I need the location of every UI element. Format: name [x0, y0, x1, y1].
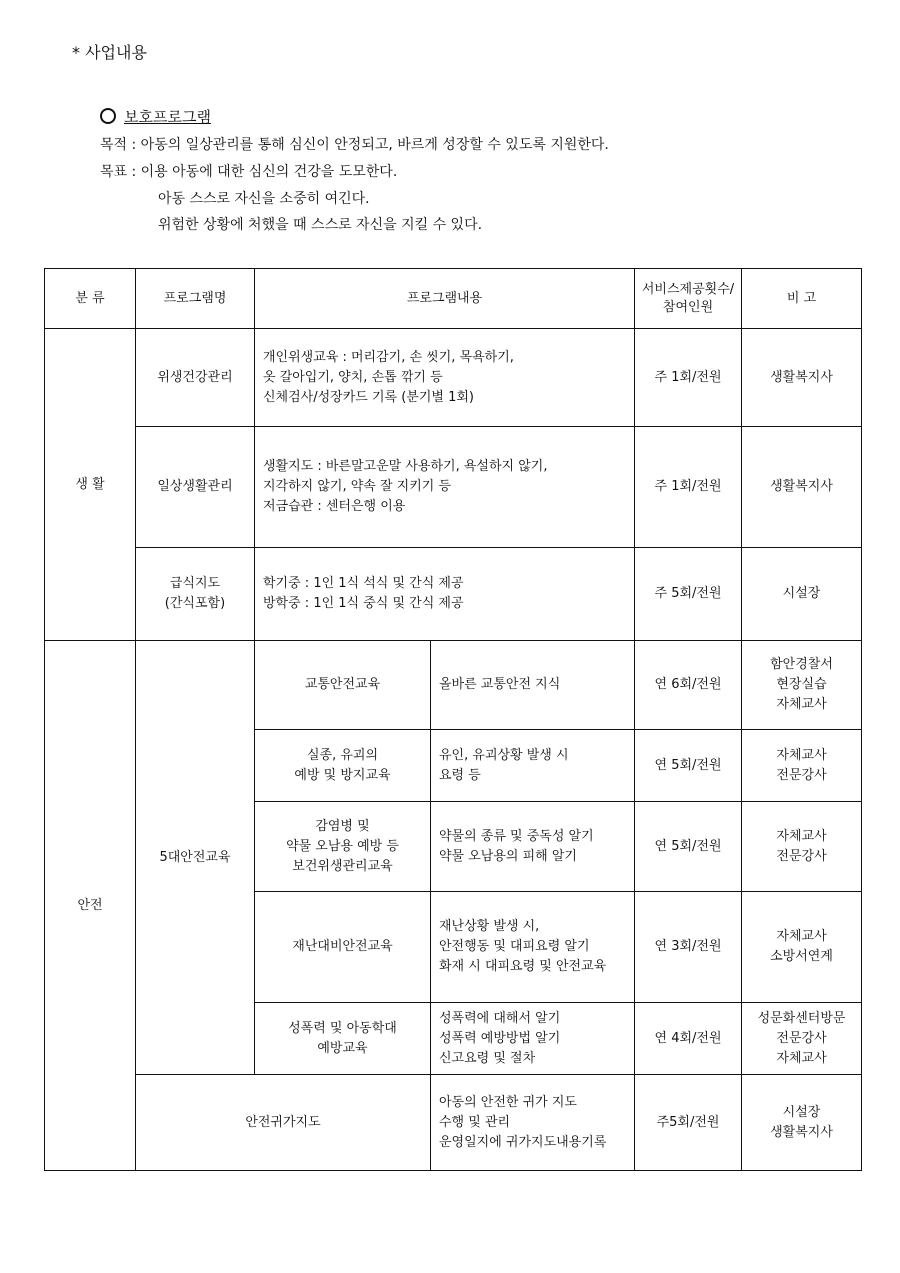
program-content: 재난상황 발생 시, 안전행동 및 대피요령 알기 화재 시 대피요령 및 안전교육: [431, 892, 635, 1003]
goal-line: 목표 : 이용 아동에 대한 심신의 건강을 도모한다.: [100, 164, 398, 180]
program-table: [44, 268, 862, 1171]
program-name: 급식지도 (간식포함): [136, 548, 255, 641]
frequency: 주 5회/전원: [635, 548, 742, 641]
sub-program-name: 교통안전교육: [255, 641, 431, 730]
program-name: 위생건강관리: [136, 329, 255, 427]
table-row: [45, 1075, 862, 1171]
frequency: 주 1회/전원: [635, 329, 742, 427]
program-content: 아동의 안전한 귀가 지도 수행 및 관리 운영일지에 귀가지도내용기록: [431, 1075, 635, 1171]
goal-line: 아동 스스로 자신을 소중히 여긴다.: [158, 191, 370, 207]
frequency: 주5회/전원: [635, 1075, 742, 1171]
sub-program-name: 재난대비안전교육: [255, 892, 431, 1003]
header-program-name: 프로그램명: [136, 269, 255, 329]
frequency: 주 1회/전원: [635, 427, 742, 548]
note: 자체교사 소방서연계: [742, 892, 862, 1003]
header-category: 분 류: [45, 269, 136, 329]
note: 함안경찰서 현장실습 자체교사: [742, 641, 862, 730]
category-living: 생 활: [45, 329, 136, 641]
sub-program-name: 성폭력 및 아동학대 예방교육: [255, 1003, 431, 1075]
category-safety: 안전: [45, 641, 136, 1171]
note: 시설장: [742, 548, 862, 641]
table-row: [45, 329, 862, 427]
frequency: 연 4회/전원: [635, 1003, 742, 1075]
table-header-row: [45, 269, 862, 329]
note: 성문화센터방문 전문강사 자체교사: [742, 1003, 862, 1075]
goal-line: 위험한 상황에 처했을 때 스스로 자신을 지킬 수 있다.: [158, 217, 483, 233]
program-content: 생활지도 : 바른말고운말 사용하기, 욕설하지 않기, 지각하지 않기, 약속 잘 지키기 등 저금습관 : 센터은행 이용: [255, 427, 635, 548]
program-content: 성폭력에 대해서 알기 성폭력 예방방법 알기 신고요령 및 절차: [431, 1003, 635, 1075]
note: 자체교사 전문강사: [742, 802, 862, 892]
program-subheading: [100, 106, 211, 127]
table-row: [45, 427, 862, 548]
program-content: 유인, 유괴상황 발생 시 요령 등: [431, 730, 635, 802]
frequency: 연 5회/전원: [635, 730, 742, 802]
frequency: 연 3회/전원: [635, 892, 742, 1003]
note: 시설장 생활복지사: [742, 1075, 862, 1171]
note: 자체교사 전문강사: [742, 730, 862, 802]
header-frequency: 서비스제공횟수/ 참여인원: [635, 269, 742, 329]
purpose-text: 목적 : 아동의 일상관리를 통해 심신이 안정되고, 바르게 성장할 수 있도록 지원한다.: [100, 137, 609, 153]
note: 생활복지사: [742, 329, 862, 427]
program-name: 일상생활관리: [136, 427, 255, 548]
frequency: 연 6회/전원: [635, 641, 742, 730]
header-program-content: 프로그램내용: [255, 269, 635, 329]
circle-bullet-icon: [100, 108, 116, 124]
frequency: 연 5회/전원: [635, 802, 742, 892]
section-heading: * 사업내용: [72, 43, 147, 62]
program-content: 올바른 교통안전 지식: [431, 641, 635, 730]
program-name: 안전귀가지도: [136, 1075, 431, 1171]
note: 생활복지사: [742, 427, 862, 548]
program-content: 개인위생교육 : 머리감기, 손 씻기, 목욕하기, 옷 갈아입기, 양치, 손톱 깎기 등 신체검사/성장카드 기록 (분기별 1회): [255, 329, 635, 427]
table-row: [45, 548, 862, 641]
table-row: [45, 641, 862, 730]
program-name: 5대안전교육: [136, 641, 255, 1075]
program-content: 약물의 종류 및 중독성 알기 약물 오남용의 피해 알기: [431, 802, 635, 892]
sub-program-name: 감염병 및 약물 오남용 예방 등 보건위생관리교육: [255, 802, 431, 892]
header-note: 비 고: [742, 269, 862, 329]
program-title: 보호프로그램: [124, 108, 211, 126]
sub-program-name: 실종, 유괴의 예방 및 방지교육: [255, 730, 431, 802]
program-content: 학기중 : 1인 1식 석식 및 간식 제공 방학중 : 1인 1식 중식 및 간식 제공: [255, 548, 635, 641]
